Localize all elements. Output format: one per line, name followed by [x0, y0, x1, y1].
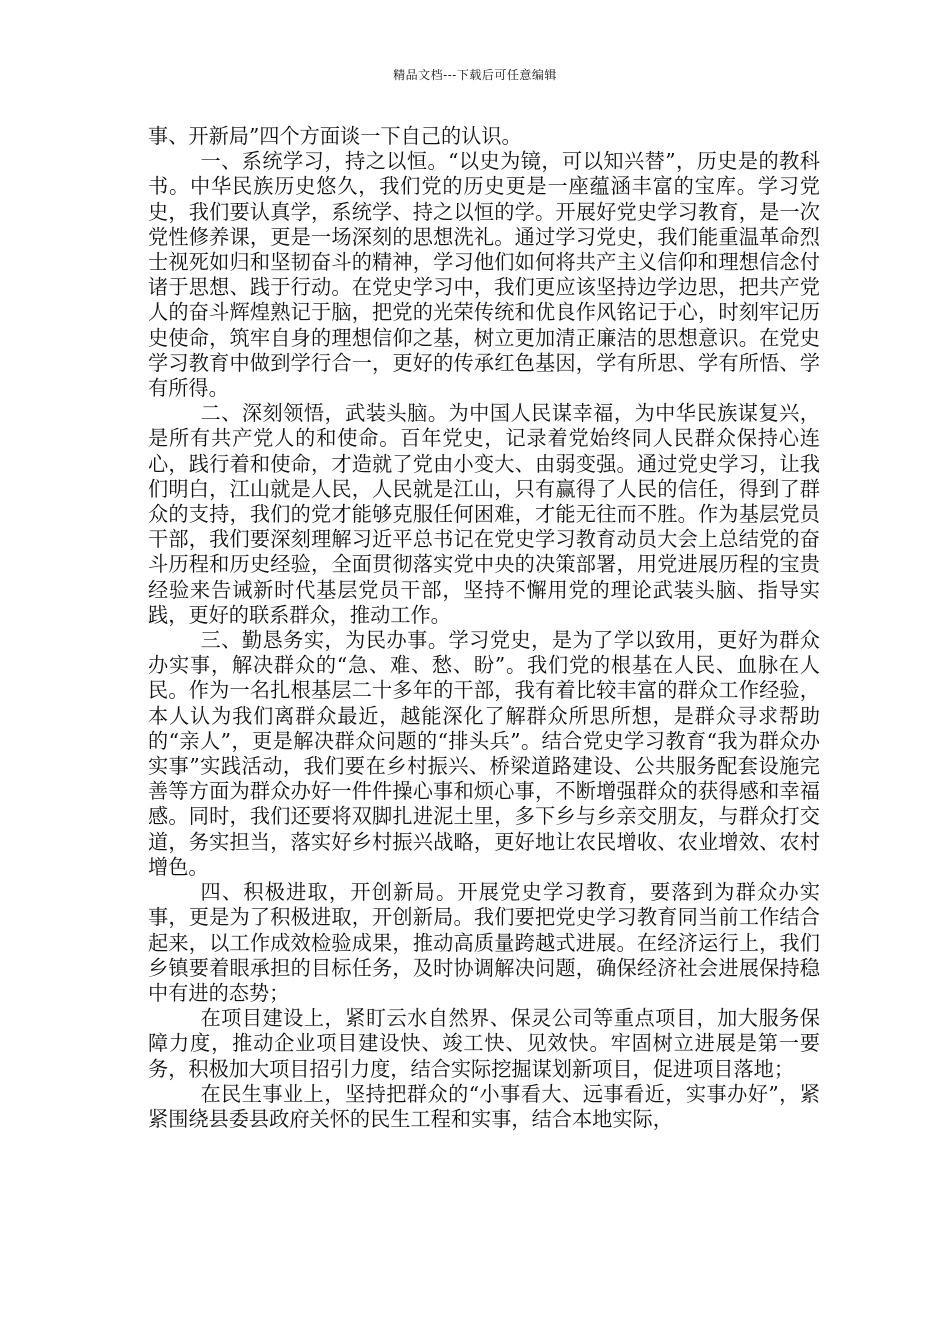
paragraph: 事、开新局”四个方面谈一下自己的认识。 [148, 124, 522, 148]
page-header: 精品文档---下载后可任意编辑 [393, 68, 557, 82]
paragraph: 三、勤恳务实，为民办事。学习党史，是为了学以致用，更好为群众办实事，解决群众的“急、难、愁、盼”。我们党的根基在人民、血脉在人民。作为一名扎根基层二十多年的干部，我有着比较丰富的群众工作经验，本人认为我们离群众最近，越能深化了解群众所思所想，是群众寻求帮助的“亲人”，更是解决群众问题的“排头兵”。结合党史学习教育“我为群众办实事”实践活动，我们要在乡村振兴、桥梁道路建设、公共服务配套设施完善等方面为群众办好一件件操心事和烦心事，不断增强群众的获得感和幸福感。同时，我们还要将双脚扎进泥土里，多下乡与乡亲交朋友，与群众打交道，务实担当，落实好乡村振兴战略，更好地让农民增收、农业增效、农村增色。 [148, 628, 820, 879]
paragraph: 二、深刻领悟，武装头脑。为中国人民谋幸福，为中华民族谋复兴，是所有共产党人的和使命。百年党史，记录着党始终同人民群众保持心连心，践行着和使命，才造就了党由小变大、由弱变强。通过党史学习，让我们明白，江山就是人民，人民就是江山，只有赢得了人民的信任，得到了群众的支持，我们的党才能够克服任何困难，才能无往而不胜。作为基层党员干部，我们要深刻理解习近平总书记在党史学习教育动员大会上总结党的奋斗历程和历史经验，全面贯彻落实党中央的决策部署，用党进展历程的宝贵经验来告诫新时代基层党员干部，坚持不懈用党的理论武装头脑、指导实践，更好的联系群众，推动工作。 [148, 401, 820, 627]
paragraph: 一、系统学习，持之以恒。“以史为镜，可以知兴替”，历史是的教科书。中华民族历史悠久，我们党的历史更是一座蕴涵丰富的宝库。学习党史，我们要认真学，系统学、持之以恒的学。开展好党史学习教育，是一次党性修养课，更是一场深刻的思想洗礼。通过学习党史，我们能重温革命烈士视死如归和坚韧奋斗的精神，学习他们如何将共产主义信仰和理想信念付诸于思想、践于行动。在党史学习中，我们更应该坚持边学边思，把共产党人的奋斗辉煌熟记于脑，把党的光荣传统和优良作风铭记于心，时刻牢记历史使命，筑牢自身的理想信仰之基，树立更加清正廉洁的思想意识。在党史学习教育中做到学行合一，更好的传承红色基因，学有所思、学有所悟、学有所得。 [148, 149, 820, 401]
paragraph: 四、积极进取，开创新局。开展党史学习教育，要落到为群众办实事，更是为了积极进取，开创新局。我们要把党史学习教育同当前工作结合起来，以工作成效检验成果，推动高质量跨越式进展。在经济运行上，我们乡镇要着眼承担的目标任务，及时协调解决问题，确保经济社会进展保持稳中有进的态势； [148, 880, 820, 1005]
document-body [148, 124, 820, 1132]
paragraph: 在项目建设上，紧盯云水自然界、保灵公司等重点项目，加大服务保障力度，推动企业项目建设快、竣工快、见效快。牢固树立进展是第一要务，积极加大项目招引力度，结合实际挖掘谋划新项目，促进项目落地； [148, 1006, 820, 1081]
paragraph: 在民生事业上，坚持把群众的“小事看大、远事看近，实事办好”，紧紧围绕县委县政府关怀的民生工程和实事，结合本地实际， [148, 1081, 820, 1131]
